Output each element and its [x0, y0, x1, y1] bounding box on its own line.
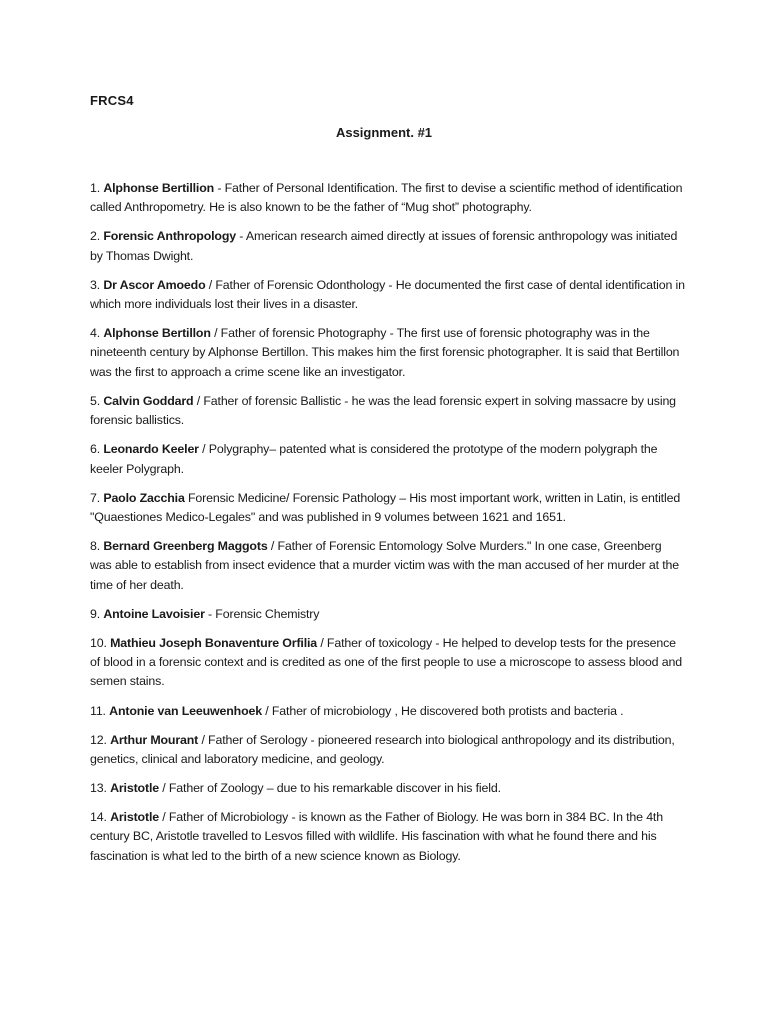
- list-item: [90, 392, 685, 431]
- item-number: 12.: [90, 732, 111, 747]
- item-name: Leonardo Keeler: [103, 442, 199, 457]
- item-text: / Father of Zoology – due to his remarkable discover in his field.: [159, 780, 501, 795]
- item-number: 3.: [90, 277, 104, 292]
- list-item: [90, 179, 685, 218]
- item-name: Aristotle: [110, 780, 159, 795]
- list-item: [90, 489, 685, 528]
- item-number: 14.: [90, 810, 111, 825]
- item-number: 4.: [90, 326, 104, 341]
- item-name: Alphonse Bertillon: [103, 326, 211, 341]
- item-text: / Father of microbiology , He discovered both protists and bacteria .: [262, 703, 624, 718]
- course-code: FRCS4: [90, 93, 134, 108]
- item-text: - Father of Personal Identification. The first to devise a scientific method of identification called Anthropometry. He is also known to be the father of “Mug shot” photography.: [90, 181, 683, 215]
- item-name: Calvin Goddard: [103, 393, 194, 408]
- item-text: - Forensic Chemistry: [204, 606, 320, 621]
- item-number: 13.: [90, 780, 111, 795]
- item-name: Antonie van Leeuwenhoek: [109, 703, 262, 718]
- item-number: 1.: [90, 181, 104, 195]
- item-number: 6.: [90, 442, 104, 457]
- item-name: Mathieu Joseph Bonaventure Orfilia: [110, 635, 318, 650]
- item-text: / Father of Serology - pioneered research into biological anthropology and its distribution, genetics, clinical and laboratory medicine, and geology.: [90, 732, 675, 766]
- list-item: [90, 634, 685, 692]
- item-text: Forensic Medicine/ Forensic Pathology – His most important work, written in Latin, is entitled "Quaestiones Medico-Legales" and was published in 9 volumes between 1621 and 1651.: [90, 490, 681, 524]
- item-name: Bernard Greenberg Maggots: [103, 539, 268, 554]
- item-number: 10.: [90, 635, 111, 650]
- item-number: 11.: [90, 703, 110, 718]
- list-item: [90, 702, 685, 721]
- list-item: [90, 324, 685, 382]
- list-item: [90, 276, 685, 315]
- item-text: / Father of forensic Ballistic - he was the lead forensic expert in solving massacre by using forensic ballistics.: [90, 393, 676, 428]
- item-number: 8.: [90, 539, 104, 554]
- item-name: Paolo Zacchia: [103, 490, 185, 505]
- item-text: / Father of Forensic Entomology Solve Murders." In one case, Greenberg was able to establish from insect evidence that a murder victim was with the man accused of her murder at the time of her death.: [90, 539, 680, 592]
- list-item: [90, 440, 685, 479]
- assignment-title: Assignment. #1: [335, 125, 433, 140]
- list-item: [90, 537, 685, 595]
- list-item: [90, 808, 685, 866]
- item-name: Arthur Mourant: [110, 732, 199, 747]
- item-name: Antoine Lavoisier: [103, 606, 205, 621]
- item-number: 5.: [90, 393, 104, 408]
- item-text: - American research aimed directly at issues of forensic anthropology was initiated by Thomas Dwight.: [90, 229, 678, 263]
- item-text: / Father of Forensic Odonthology - He documented the first case of dental identification in which more individuals lost their lives in a disaster.: [90, 277, 685, 312]
- item-name: Aristotle: [110, 810, 159, 825]
- list-item: [90, 227, 685, 266]
- list-item: [90, 779, 685, 798]
- item-number: 2.: [90, 229, 104, 244]
- assignment-list: [90, 179, 685, 876]
- item-number: 9.: [90, 606, 104, 621]
- list-item: [90, 605, 685, 624]
- item-text: / Father of forensic Photography - The first use of forensic photography was in the nineteenth century by Alphonse Bertillon. This makes him the first forensic photographer. It is said that Bertillon was the first to approach a crime scene like an investigator.: [90, 326, 680, 379]
- item-text: / Polygraphy– patented what is considered the prototype of the modern polygraph the keeler Polygraph.: [90, 442, 658, 476]
- item-name: Forensic Anthropology: [103, 229, 237, 244]
- item-text: / Father of toxicology - He helped to develop tests for the presence of blood in a forensic context and is credited as one of the first people to use a microscope to assess blood and semen stains.: [90, 635, 682, 689]
- item-text: / Father of Microbiology - is known as the Father of Biology. He was born in 384 BC. In the 4th century BC, Aristotle travelled to Lesvos filled with wildlife. His fascination with what he found there and his fascination is what led to the birth of a new science known as Biology.: [90, 810, 663, 863]
- item-name: Dr Ascor Amoedo: [103, 277, 206, 292]
- list-item: [90, 731, 685, 770]
- item-number: 7.: [90, 490, 104, 505]
- item-name: Alphonse Bertillion: [103, 181, 215, 195]
